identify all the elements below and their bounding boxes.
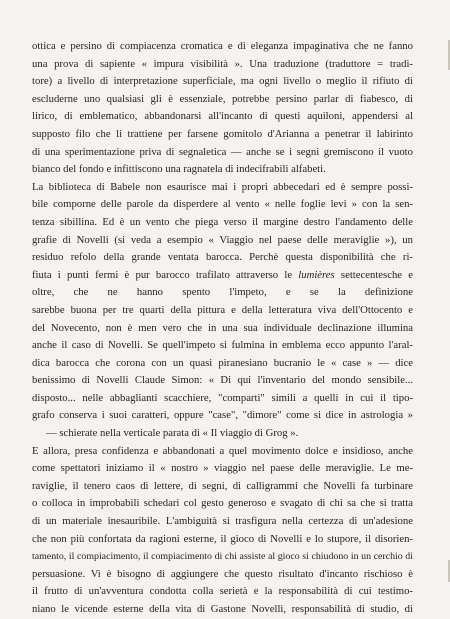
text-line: tore) a livello di interpretazione superficiale, ma ogni livello o meglio il rifiuto di (32, 75, 413, 88)
text-line: persuasione. Vi è bisogno di aggiungere che questo risultato d'incanto rischioso è (32, 567, 413, 580)
text-line: E allora, presa confidenza e abbandonati a quel movimento dolce e insidioso, anche (32, 444, 413, 457)
text-line: il frutto di un'avventura condotta colla serietà e la responsabilità di cui testimo- (32, 585, 413, 598)
text-line: fiuta i punti fermi è pur barocco trafilato attraverso le lumières settecentesche e (32, 268, 413, 281)
text-line: tenza sibillina. Ed è un vento che piega verso il margine destro l'andamento delle (32, 215, 413, 228)
text-line: di una sperimentazione priva di segnaletica — anche se i segni gremiscono il vuoto (32, 145, 413, 158)
text-line: che non più confortata da ragioni esterne, il gioco di Novelli e lo stupore, il disorien- (32, 532, 413, 545)
text-line: oltre, che ne hanno spento l'impeto, e se la definizione (32, 286, 413, 299)
text-line: bianco del fondo e infittiscono una ragnatela di indecifrabili alfabeti. (32, 163, 326, 176)
text-line: grafie di Novelli (si veda a esempio « Viaggio nel paese delle meraviglie »), un (32, 233, 413, 246)
body-text (32, 38, 413, 619)
text-line: anche il caso di Novelli. Se quell'impeto si fulmina in emblema ecco appunto l'aral- (32, 339, 413, 352)
text-line: residuo refolo della grande ventata barocca. Perchè questa disponibilità che ri- (32, 251, 413, 264)
text-line: escluderne uno qualsiasi gli è essenziale, potrebbe persino parlar di fiabesco, di (32, 92, 413, 105)
text-line: benissimo di Novelli Claude Simon: « Di qui l'inventario del mondo sensibile... (32, 374, 413, 387)
text-line: lirico, di emblematico, abbandonarsi all'incanto di questi aquiloni, appendersi al (32, 110, 413, 123)
text-line: niano le vicende esterne della vita di Gastone Novelli, responsabilità di studio, di (32, 603, 413, 615)
text-line: raviglie, il tenero caos di lettere, di segni, di calligrammi che Novelli fa turbinare (32, 479, 413, 492)
text-line: disposto... nelle abbaglianti scacchiere, "comparti" simili a quelli in cui il tipo- (32, 391, 413, 404)
text-line: supposto filo che li trattiene per farsene gomitolo d'Arianna a penetrar il labirinto (32, 127, 413, 140)
text-line: sarebbe buona per tre quarti della pittura e della letteratura viva dell'Ottocento e (32, 303, 413, 316)
text-line: La biblioteca di Babele non esaurisce mai i propri abbecedari ed è sempre possi- (32, 180, 413, 193)
text-line: dica barocca che corona con un quasi piranesiano bucranio le « case » — dice (32, 356, 413, 369)
text-line: come spettatori iniziamo il « nostro » viaggio nel paese delle meraviglie. Le me- (32, 462, 413, 475)
text-line: tamento, il compiacimento, il compiacimento di chi assiste al gioco si chiudono in un cerchio di (32, 551, 413, 563)
text-line: bile comporne delle parole da disperdere al vento « nelle foglie levi » con la sen- (32, 198, 413, 211)
text-line: o colloca in improbabili schedari col gesto generoso e svagato di chi sa che si tratta (32, 497, 413, 510)
text-line: del Novecento, non è men vero che in una sua individuale declinazione illumina (32, 321, 413, 334)
text-line: — schierate nella verticale parata di « Il viaggio di Grog ». (46, 427, 299, 440)
text-line: di un materiale inesauribile. L'ambiguità si trasfigura nella certezza di un'adesione (32, 515, 413, 528)
text-line: grafo conserva i suoi caratteri, oppure "case", "dimore" come si dice in astrologia » (32, 409, 413, 422)
text-line: ottica e persino di compiacenza cromatica e di eleganza impaginativa che ne fanno (32, 40, 413, 52)
italic-word: lumières (298, 268, 335, 281)
text-line: una prova di sapiente « impura visibilità ». Una traduzione (traduttore = tradi- (32, 57, 413, 70)
